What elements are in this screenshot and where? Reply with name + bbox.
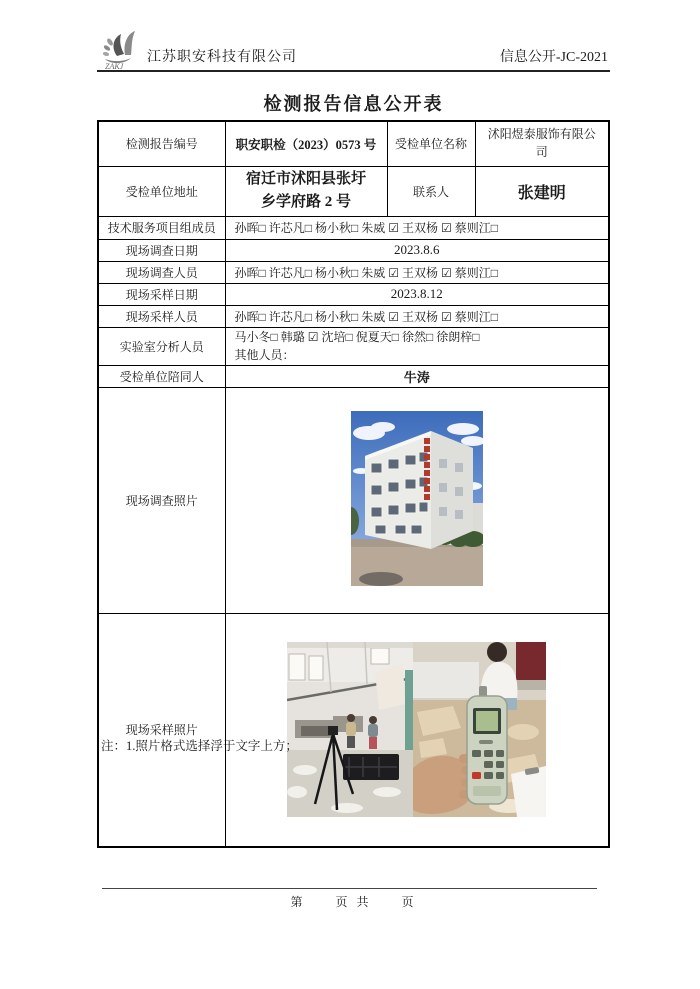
table-row (98, 121, 609, 166)
sampling-date-value: 2023.8.12 (225, 283, 609, 305)
company-logo-icon (97, 28, 149, 72)
footer-divider (102, 888, 597, 889)
address-label: 受检单位地址 (98, 166, 225, 216)
page-title: 检测报告信息公开表 (263, 94, 444, 114)
workshop-photo (287, 642, 413, 817)
survey-photo-label: 现场调查照片 (98, 387, 225, 613)
sampling-staff-checklist: 孙晖□ 许芯凡□ 杨小秋□ 朱威 ☑ 王双杨 ☑ 蔡则江□ (225, 305, 609, 327)
contact-value: 张建明 (475, 166, 609, 216)
table-row (98, 216, 609, 239)
table-row (98, 239, 609, 261)
survey-staff-checklist: 孙晖□ 许芯凡□ 杨小秋□ 朱威 ☑ 王双杨 ☑ 蔡则江□ (225, 261, 609, 283)
company-name: 江苏职安科技有限公司 (147, 50, 297, 65)
table-row (98, 365, 609, 387)
survey-photo-cell (225, 387, 609, 613)
lab-staff-line2: 其他人员： (234, 348, 295, 363)
sampling-photo-cell (225, 613, 609, 847)
footer-page-number: 第 页 共 页 (290, 895, 417, 909)
sampling-staff-label: 现场采样人员 (98, 305, 225, 327)
report-no-label: 检测报告编号 (98, 121, 225, 166)
sampling-date-label: 现场采样日期 (98, 283, 225, 305)
lab-staff-line1: 马小冬□ 韩璐 ☑ 沈培□ 倪夏天□ 徐然□ 徐朗梓□ (234, 329, 480, 344)
tech-team-checklist: 孙晖□ 许芯凡□ 杨小秋□ 朱威 ☑ 王双杨 ☑ 蔡则江□ (225, 216, 609, 239)
survey-staff-label: 现场调查人员 (98, 261, 225, 283)
sampling-photo-label: 现场采样照片 (98, 613, 225, 847)
building-photo (351, 411, 483, 586)
inspected-unit-value: 沭阳煜泰服饰有限公司 (475, 121, 609, 166)
table-row (98, 327, 609, 365)
contact-label: 联系人 (387, 166, 475, 216)
tech-team-label: 技术服务项目组成员 (98, 216, 225, 239)
table-row (98, 283, 609, 305)
companion-label: 受检单位陪同人 (98, 365, 225, 387)
lab-staff-checklist (225, 327, 609, 365)
survey-date-label: 现场调查日期 (98, 239, 225, 261)
companion-value: 牛涛 (225, 365, 609, 387)
report-no-value: 职安职检（2023）0573 号 (225, 121, 387, 166)
table-row (98, 261, 609, 283)
table-row (98, 613, 609, 847)
table-row (98, 166, 609, 216)
table-row (98, 387, 609, 613)
address-line2: 乡学府路 2 号 (260, 194, 351, 210)
inspected-unit-label: 受检单位名称 (387, 121, 475, 166)
sound-meter-photo (413, 642, 546, 817)
lab-staff-label: 实验室分析人员 (98, 327, 225, 365)
page-header (97, 26, 610, 72)
address-line1: 宿迁市沭阳县张圩 (245, 170, 366, 187)
logo-text: ZAKJ (105, 62, 124, 71)
survey-date-value: 2023.8.6 (225, 239, 609, 261)
doc-code: 信息公开-JC-2021 (499, 50, 608, 65)
footnote: 注：1.照片格式选择浮于文字上方； (101, 739, 298, 753)
address-value (225, 166, 387, 216)
table-row (98, 305, 609, 327)
